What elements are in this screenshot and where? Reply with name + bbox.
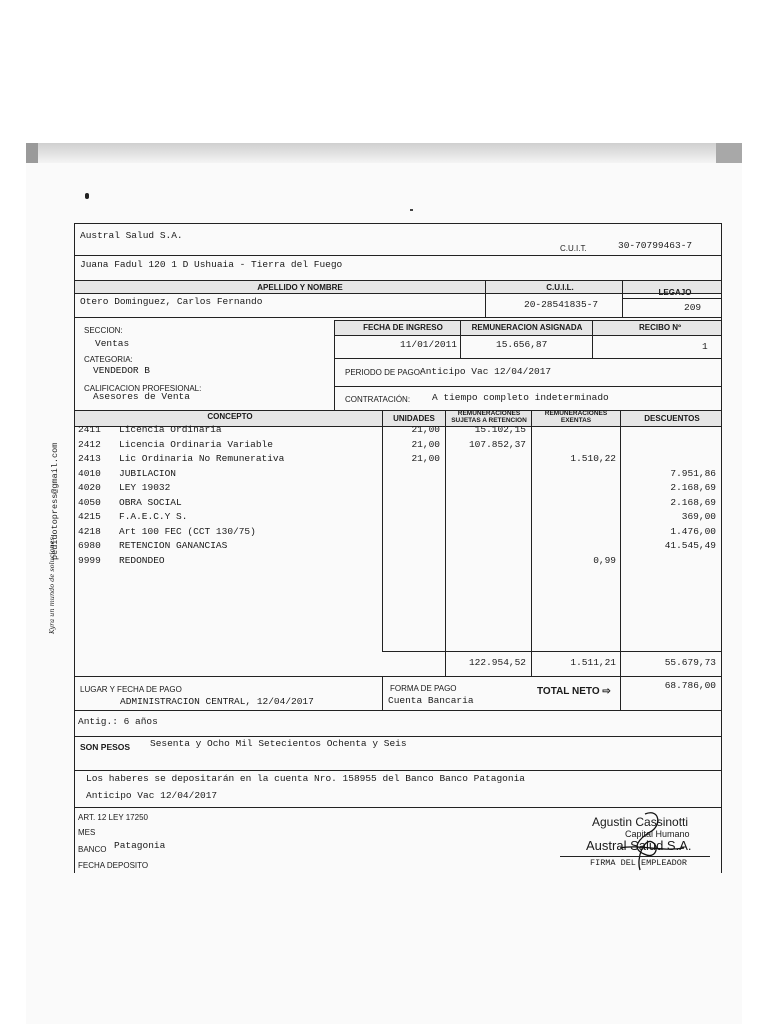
col-sujetas: REMUNERACIONES SUJETAS A RETENCION [451,410,527,424]
row-code: 2412 [78,438,101,450]
fecha-ingreso-label: FECHA DE INGRESO [363,323,443,332]
col-unidades: UNIDADES [393,414,435,423]
fecha-deposito-label: FECHA DEPOSITO [78,861,149,870]
row-code: 6980 [78,540,101,551]
arrow-right-icon: ⇨ [602,686,611,697]
contratacion-value: A tiempo completo indeterminado [432,392,609,403]
cuit-value: 30-70799463-7 [618,240,693,251]
row-concept: RETENCION GANANCIAS [119,540,228,551]
son-pesos-label: SON PESOS [80,742,131,752]
employee-name: Otero Dominguez, Carlos Fernando [80,296,263,307]
employer-address: Juana Fadul 120 1 D Ushuaia - Tierra del Fuego [80,259,343,270]
total-exentas: 1.511,21 [570,657,616,668]
cuil-label: C.U.I.L. [546,283,574,292]
row-units: 21,00 [411,453,440,464]
mes-label: MES [78,828,96,837]
row-descuentos: 7.951,86 [670,467,716,479]
row-concept: Licencia Ordinaria [119,424,222,435]
row-concept: OBRA SOCIAL [119,496,182,508]
deposit-note: Los haberes se depositarán en la cuenta Nro. 158955 del Banco Banco Patagonia [86,773,525,784]
categoria-label: CATEGORIA: [84,355,133,364]
seccion-value: Ventas [95,338,130,349]
row-concept: LEY 19032 [119,482,171,493]
forma-value: Cuenta Bancaria [388,695,474,706]
row-descuentos: 1.476,00 [670,525,716,537]
row-descuentos: 2.168,69 [670,482,716,493]
scan-speck [85,193,89,199]
recibo-label: RECIBO Nº [638,323,682,332]
signer-company: Austral Salud S.A. [586,838,692,853]
banco-value: Patagonia [114,840,166,851]
legajo-value: 209 [684,302,702,313]
remuneracion-value: 15.656,87 [496,339,548,350]
total-descuentos: 55.679,73 [664,657,716,668]
remuneracion-label: REMUNERACION ASIGNADA [471,323,583,332]
margin-email: pedidotopress@gmail.com [50,442,60,560]
row-code: 4050 [78,496,101,508]
antiguedad: Antig.: 6 años [78,716,158,727]
row-descuentos: 41.545,49 [664,540,716,551]
row-code: 2411 [78,424,101,435]
firma-label: FIRMA DEL EMPLEADOR [590,858,687,868]
calif-label: CALIFICACION PROFESIONAL: [84,384,202,393]
recibo-value: 1 [702,341,708,352]
contratacion-label: CONTRATACIÓN: [345,395,411,404]
lugar-label: LUGAR Y FECHA DE PAGO [80,685,182,694]
row-sujetas: 107.852,37 [468,438,526,450]
row-code: 4218 [78,525,101,537]
periodo-value: Anticipo Vac 12/04/2017 [420,366,552,377]
periodo-label: PERIODO DE PAGO: [345,368,423,377]
calif-value: Asesores de Venta [93,391,190,402]
row-concept: Art 100 FEC (CCT 130/75) [119,525,256,537]
margin-handwritten: Kyra un mundo de soluciones [48,537,56,634]
row-code: 4010 [78,467,101,479]
total-neto-label: TOTAL NETO ⇨ [537,686,611,697]
row-concept: Lic Ordinaria No Remunerativa [119,453,285,464]
row-concept: REDONDEO [119,554,165,566]
row-exentas: 1.510,22 [570,453,616,464]
row-concept: F.A.E.C.Y S. [119,511,188,522]
total-sujetas: 122.954,52 [468,657,526,668]
scan-speck [410,209,413,211]
cuil-value: 20-28541835-7 [524,299,599,310]
row-code: 4020 [78,482,101,493]
scan-edge [26,143,742,163]
row-descuentos: 369,00 [681,511,716,522]
cuit-label: C.U.I.T. [560,244,587,253]
signer-name: Agustin Cassinotti [592,815,689,829]
row-units: 21,00 [411,424,440,435]
name-label: APELLIDO Y NOMBRE [257,283,343,292]
row-concept: JUBILACION [119,467,177,479]
row-code: 4215 [78,511,101,522]
col-descuentos: DESCUENTOS [644,414,700,423]
row-concept: Licencia Ordinaria Variable [119,438,273,450]
banco-label: BANCO [78,845,107,854]
col-concepto: CONCEPTO [207,412,253,421]
categoria-value: VENDEDOR B [93,365,151,376]
fecha-ingreso-value: 11/01/2011 [400,339,458,350]
employer-name: Austral Salud S.A. [80,230,183,241]
seccion-label: SECCION: [84,326,123,335]
signer-role: Capital Humano [625,829,690,839]
row-descuentos: 2.168,69 [670,496,716,508]
lugar-value: ADMINISTRACION CENTRAL, 12/04/2017 [120,696,314,707]
row-units: 21,00 [411,438,440,450]
row-sujetas: 15.102,15 [474,424,526,435]
art-label: ART. 12 LEY 17250 [78,813,148,822]
total-neto-value: 68.786,00 [664,680,716,691]
row-code: 9999 [78,554,101,566]
son-pesos-value: Sesenta y Ocho Mil Setecientos Ochenta y Seis [150,738,407,749]
col-exentas: REMUNERACIONES EXENTAS [544,410,608,424]
deposit-period: Anticipo Vac 12/04/2017 [86,790,218,801]
row-exentas: 0,99 [593,554,616,566]
forma-label: FORMA DE PAGO [390,684,457,693]
row-code: 2413 [78,453,101,464]
